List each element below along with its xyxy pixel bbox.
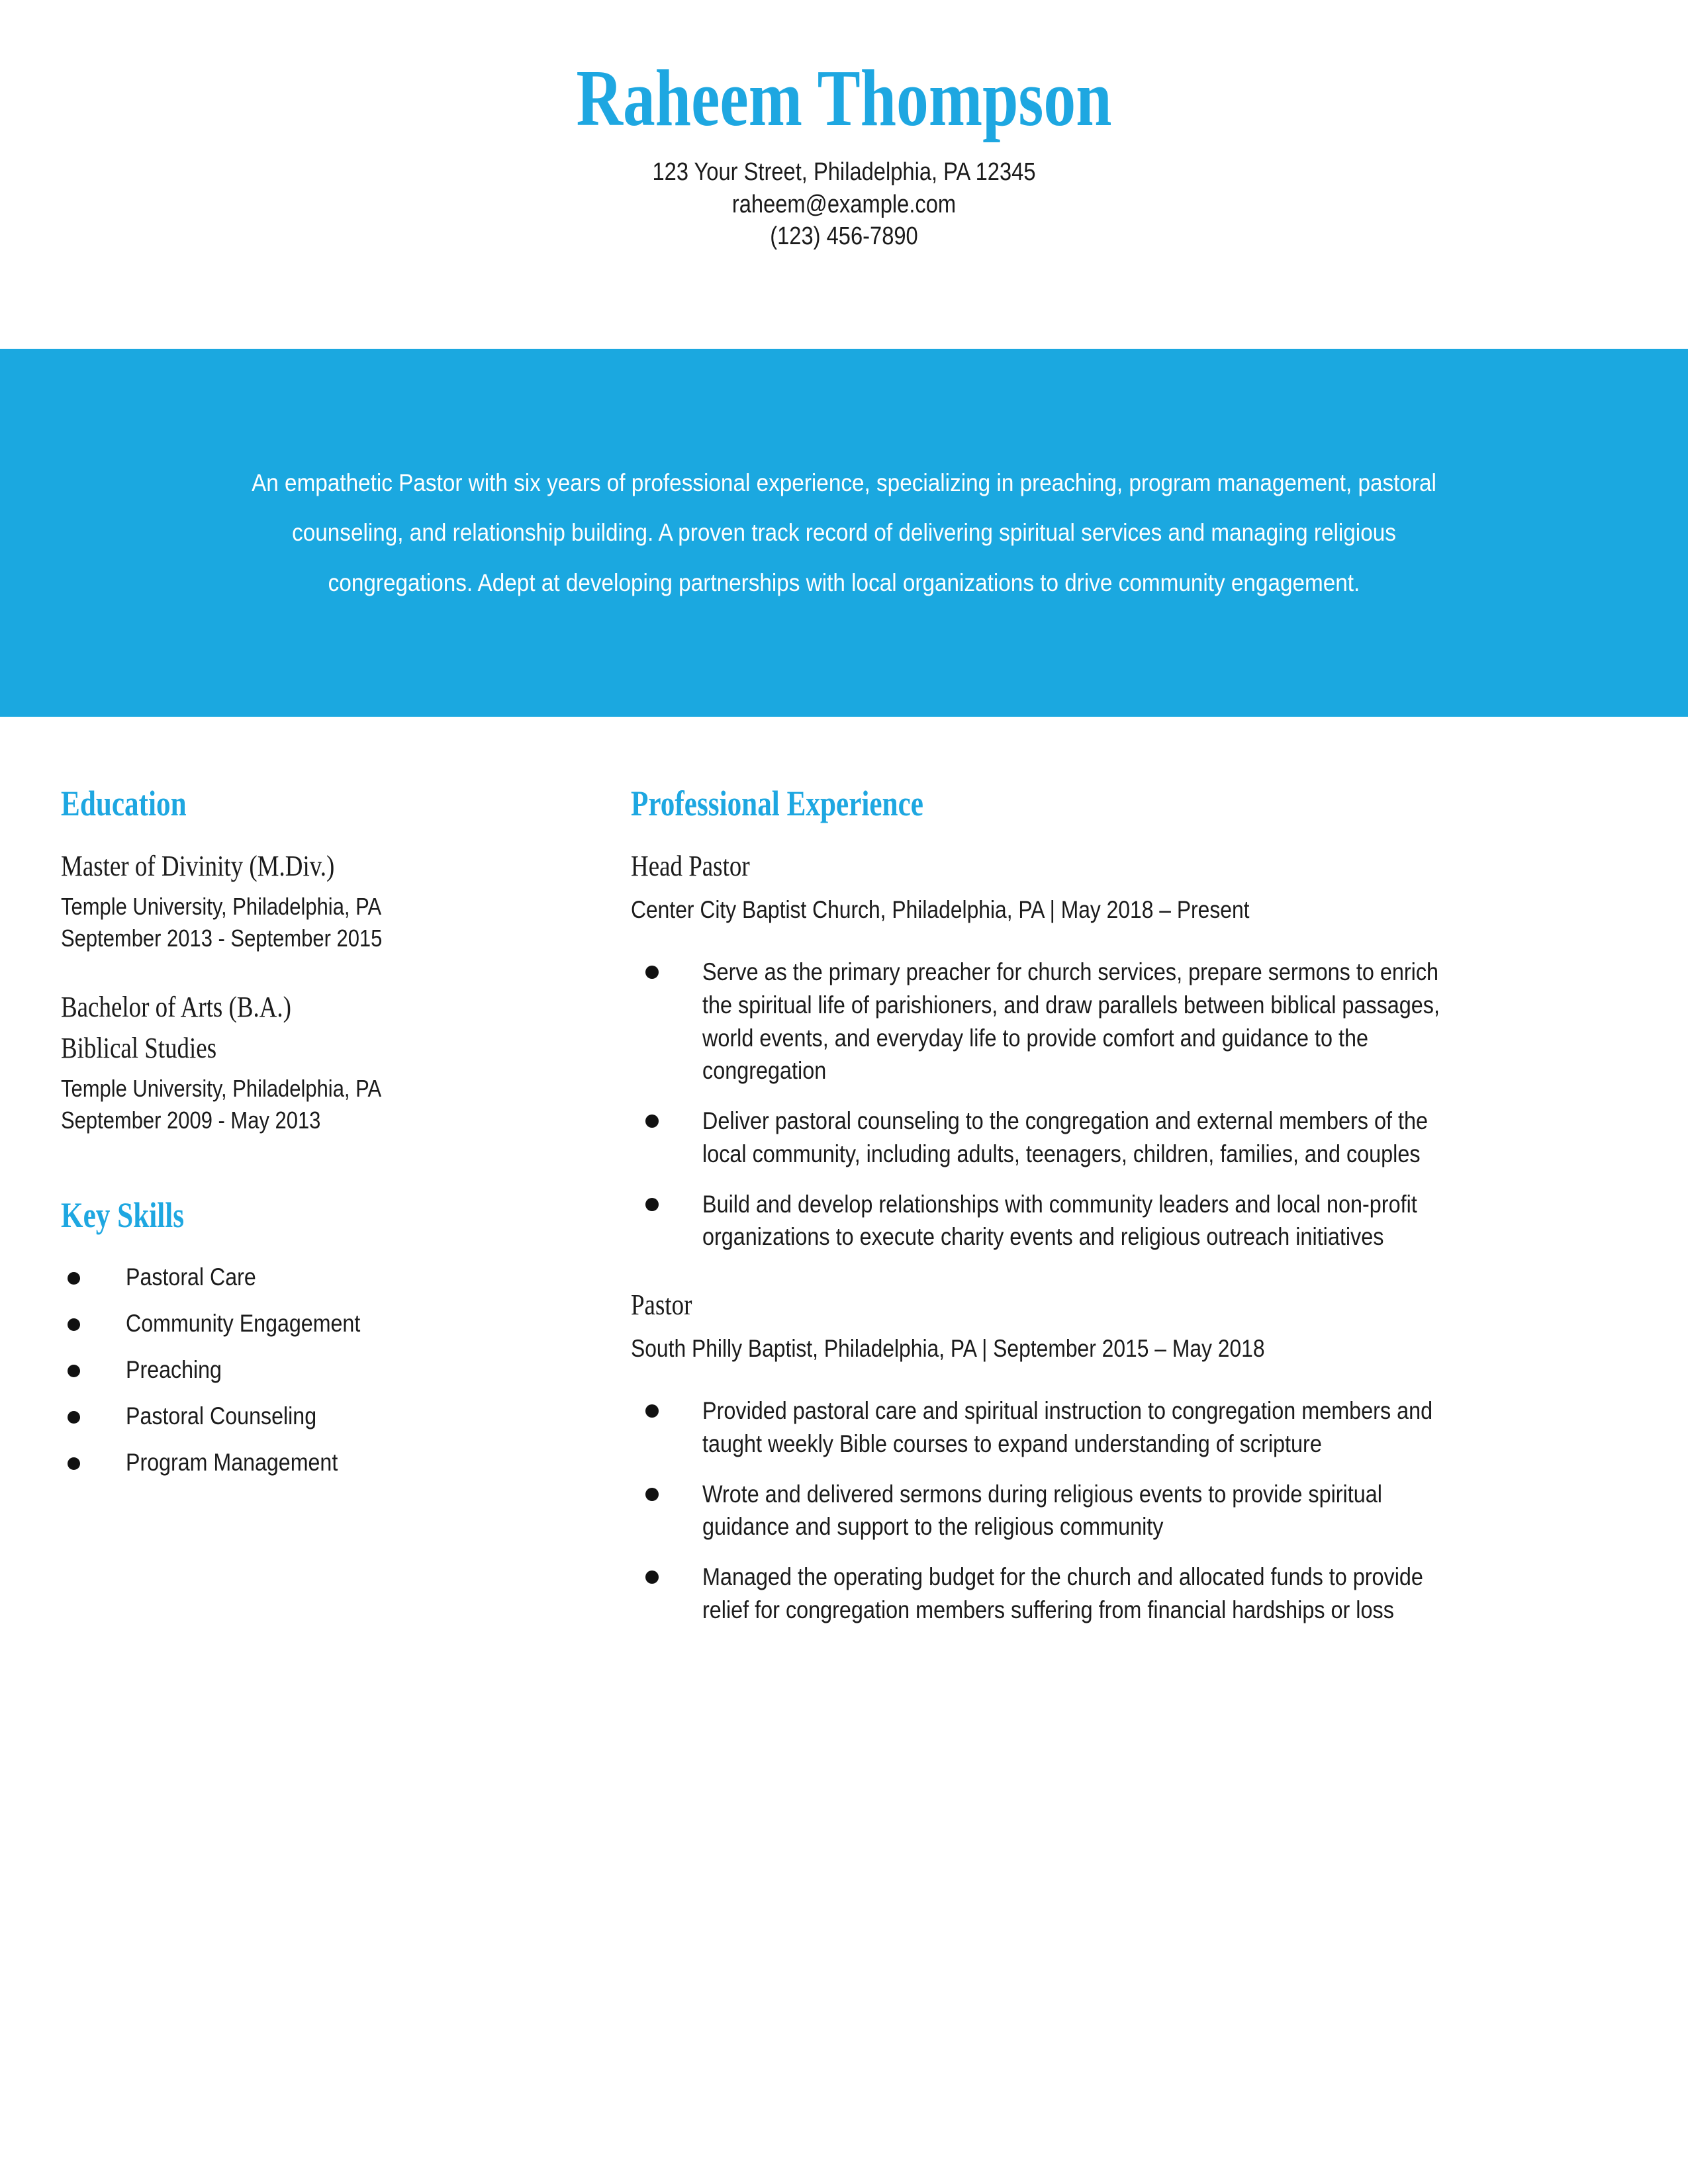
education-dates: September 2013 - September 2015 xyxy=(61,924,383,952)
education-degree: Bachelor of Arts (B.A.) xyxy=(61,990,291,1023)
section-title-key-skills: Key Skills xyxy=(61,1195,185,1235)
bullet-icon xyxy=(645,1488,659,1501)
bullet-icon xyxy=(645,1404,659,1418)
list-item xyxy=(631,1561,1458,1627)
skill-label: Pastoral Care xyxy=(126,1263,256,1291)
education-school: Temple University, Philadelphia, PA xyxy=(61,1075,382,1103)
bullet-icon xyxy=(68,1365,80,1377)
summary-text: An empathetic Pastor with six years of professional experience, specializing in preaching, program management, pastoral counseling, and relationship building. A proven track record of delivering spiritual services and managing religious congregations. Adept at developing partnerships with local organizations to drive community engagement. xyxy=(252,469,1436,596)
contact-address: 123 Your Street, Philadelphia, PA 12345 xyxy=(652,158,1036,186)
section-title-professional-experience: Professional Experience xyxy=(631,784,923,823)
job-title: Head Pastor xyxy=(631,850,750,882)
education-entry xyxy=(61,990,584,1136)
list-item xyxy=(631,1188,1458,1254)
skill-label: Preaching xyxy=(126,1355,222,1383)
skill-label: Pastoral Counseling xyxy=(126,1402,317,1430)
experience-entry xyxy=(631,849,1458,1253)
bullet-text: Build and develop relationships with community leaders and local non-profit organizations to execute charity events and religious outreach initiatives xyxy=(702,1190,1417,1251)
list-item xyxy=(631,1394,1458,1461)
list-item xyxy=(631,956,1458,1087)
job-employer-dates: Center City Baptist Church, Philadelphia, PA | May 2018 – Present xyxy=(631,895,1250,923)
list-item xyxy=(61,1357,584,1382)
section-title-education: Education xyxy=(61,784,187,823)
bullet-icon xyxy=(68,1272,80,1285)
bullet-text: Deliver pastoral counseling to the congregation and external members of the local community, including adults, teenagers, children, families, and couples xyxy=(702,1107,1428,1167)
list-item xyxy=(61,1404,584,1428)
bullet-icon xyxy=(645,1198,659,1211)
list-item xyxy=(61,1311,584,1336)
bullet-icon xyxy=(68,1411,80,1424)
summary-banner xyxy=(0,349,1688,717)
education-degree-field: Biblical Studies xyxy=(61,1032,217,1065)
job-employer-dates: South Philly Baptist, Philadelphia, PA | September 2015 – May 2018 xyxy=(631,1334,1265,1362)
right-column xyxy=(631,786,1458,1627)
bullet-icon xyxy=(645,966,659,979)
contact-phone[interactable]: (123) 456-7890 xyxy=(770,222,918,251)
contact-block xyxy=(0,156,1688,253)
education-degree: Master of Divinity (M.Div.) xyxy=(61,850,335,882)
bullet-icon xyxy=(645,1570,659,1584)
left-column xyxy=(61,786,584,1496)
bullet-text: Managed the operating budget for the church and allocated funds to provide relief for congregation members suffering from financial hardships or loss xyxy=(702,1563,1423,1623)
bullet-text: Serve as the primary preacher for church services, prepare sermons to enrich the spiritual life of parishioners, and draw parallels between biblical passages, world events, and everyday life to provide comfort and guidance to the congregation xyxy=(702,958,1440,1085)
bullet-icon xyxy=(68,1318,80,1331)
list-item xyxy=(61,1265,584,1289)
key-skills-list xyxy=(61,1265,584,1475)
bullet-icon xyxy=(68,1457,80,1470)
job-bullet-list xyxy=(631,956,1458,1253)
list-item xyxy=(61,1450,584,1475)
education-school: Temple University, Philadelphia, PA xyxy=(61,892,382,920)
bullet-icon xyxy=(645,1115,659,1128)
education-entry xyxy=(61,849,584,954)
job-title: Pastor xyxy=(631,1289,692,1322)
bullet-text: Provided pastoral care and spiritual instruction to congregation members and taught weekly Bible courses to expand understanding of scripture xyxy=(702,1397,1433,1457)
job-bullet-list xyxy=(631,1394,1458,1627)
list-item xyxy=(631,1478,1458,1544)
bullet-text: Wrote and delivered sermons during religious events to provide spiritual guidance and support to the religious community xyxy=(702,1480,1382,1541)
education-dates: September 2009 - May 2013 xyxy=(61,1107,321,1134)
resume-header xyxy=(0,0,1688,253)
list-item xyxy=(631,1105,1458,1171)
experience-entry xyxy=(631,1288,1458,1627)
contact-email[interactable]: raheem@example.com xyxy=(731,190,957,218)
skill-label: Community Engagement xyxy=(126,1309,361,1337)
skill-label: Program Management xyxy=(126,1448,338,1476)
candidate-name: Raheem Thompson xyxy=(576,54,1112,143)
